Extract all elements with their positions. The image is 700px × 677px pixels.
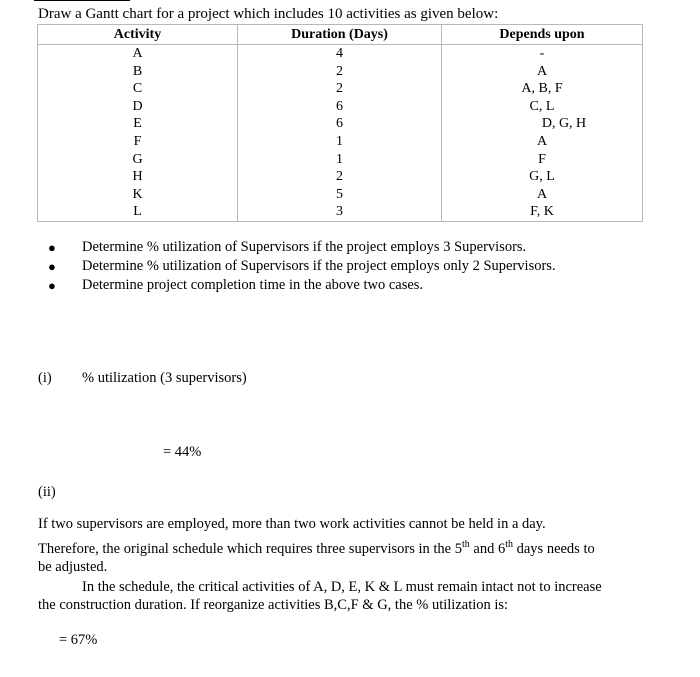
depends-cell: A, B, F	[442, 80, 643, 98]
table-row	[38, 203, 643, 221]
duration-cell: 2	[238, 80, 442, 98]
line-2-text-c: days needs to	[512, 541, 595, 557]
part-ii-line-5: the construction duration. If reorganize activities B,C,F & G, the % utilization is:	[38, 597, 509, 613]
header-duration: Duration (Days)	[238, 25, 442, 45]
table-row	[38, 45, 643, 63]
activity-cell: G	[38, 151, 238, 169]
activity-cell: F	[38, 133, 238, 151]
table-row	[38, 151, 643, 169]
superscript-th: th	[505, 539, 513, 550]
table-row	[38, 133, 643, 151]
part-i-label: (i)	[38, 370, 52, 386]
question-text: Determine project completion time in the above two cases.	[82, 277, 424, 293]
superscript-th: th	[461, 539, 470, 550]
activity-cell: B	[38, 63, 238, 81]
activity-cell: A	[38, 45, 238, 63]
duration-cell: 3	[238, 203, 442, 221]
depends-cell: F, K	[442, 203, 643, 221]
depends-cell: F	[442, 151, 643, 169]
depends-cell: -	[442, 45, 643, 63]
list-item	[38, 238, 556, 257]
part-ii-label: (ii)	[38, 484, 56, 500]
part-ii-line-1: If two supervisors are employed, more than two work activities cannot be held in a day.	[38, 516, 546, 532]
activity-cell: E	[38, 115, 238, 133]
duration-cell: 1	[238, 133, 442, 151]
table-header-row	[38, 25, 643, 45]
part-i-heading: % utilization (3 supervisors)	[82, 370, 247, 386]
table-row	[38, 98, 643, 116]
intro-text: Draw a Gantt chart for a project which includes 10 activities as given below:	[38, 6, 499, 22]
table-row	[38, 63, 643, 81]
list-item	[38, 276, 556, 295]
part-ii-line-2	[38, 541, 595, 558]
activity-cell: H	[38, 168, 238, 186]
bullet-icon: ●	[48, 240, 56, 255]
table-row	[38, 115, 643, 133]
part-ii-line-4: In the schedule, the critical activities of A, D, E, K & L must remain intact not to increase	[82, 579, 602, 595]
part-i-result: = 44%	[163, 444, 202, 460]
depends-cell: A	[442, 133, 643, 151]
heading-underline	[34, 0, 130, 1]
part-ii-result: = 67%	[59, 632, 98, 648]
duration-cell: 4	[238, 45, 442, 63]
bullet-icon: ●	[48, 259, 56, 274]
depends-cell: C, L	[442, 98, 643, 116]
depends-cell: G, L	[442, 168, 643, 186]
duration-cell: 6	[238, 98, 442, 116]
header-activity: Activity	[38, 25, 238, 45]
depends-cell: A	[442, 63, 643, 81]
duration-cell: 2	[238, 168, 442, 186]
duration-cell: 1	[238, 151, 442, 169]
bullet-icon: ●	[48, 278, 56, 293]
duration-cell: 6	[238, 115, 442, 133]
part-ii-line-3: be adjusted.	[38, 559, 108, 575]
depends-cell: A	[442, 186, 643, 204]
question-text: Determine % utilization of Supervisors if the project employs 3 Supervisors.	[82, 239, 527, 255]
table-row	[38, 80, 643, 98]
depends-cell: D, G, H	[442, 115, 643, 133]
activity-cell: L	[38, 203, 238, 221]
question-text: Determine % utilization of Supervisors if the project employs only 2 Supervisors.	[82, 258, 556, 274]
question-list	[38, 238, 556, 295]
table-row	[38, 186, 643, 204]
activity-cell: K	[38, 186, 238, 204]
line-2-text-a: Therefore, the original schedule which requires three supervisors in the 5	[38, 541, 462, 557]
activity-table	[37, 24, 643, 222]
activity-cell: C	[38, 80, 238, 98]
duration-cell: 5	[238, 186, 442, 204]
line-2-text-b: and 6	[469, 541, 506, 557]
table-row	[38, 168, 643, 186]
list-item	[38, 257, 556, 276]
duration-cell: 2	[238, 63, 442, 81]
activity-cell: D	[38, 98, 238, 116]
header-depends: Depends upon	[442, 25, 643, 45]
